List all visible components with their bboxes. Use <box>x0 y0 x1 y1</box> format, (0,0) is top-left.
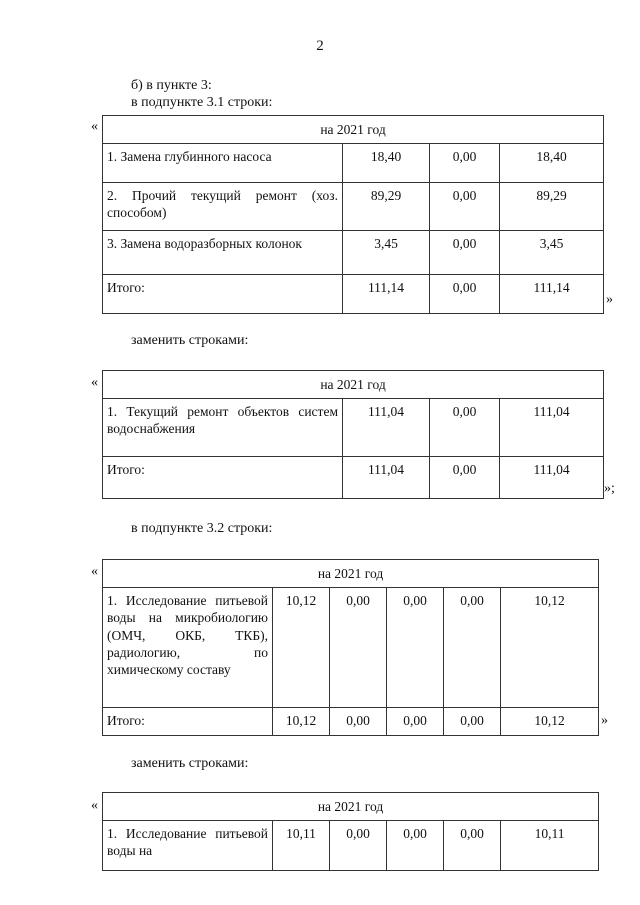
row-value: 111,04 <box>500 457 604 499</box>
row-value: 111,04 <box>500 399 604 457</box>
close-quote-semicolon: »; <box>604 481 615 496</box>
table-header: на 2021 год <box>103 560 599 588</box>
row-name: Итого: <box>103 708 273 736</box>
open-quote: « <box>91 375 98 390</box>
replace-label: заменить строками: <box>131 756 249 771</box>
row-value: 10,11 <box>273 821 330 871</box>
table-row <box>103 399 604 457</box>
row-value: 10,12 <box>273 708 330 736</box>
row-value: 89,29 <box>343 183 430 231</box>
intro-line-2: в подпункте 3.1 строки: <box>131 95 273 110</box>
row-name: 1. Текущий ремонт объектов систем водоснабжения <box>103 399 343 457</box>
row-value: 10,11 <box>501 821 599 871</box>
row-value: 0,00 <box>430 144 500 183</box>
table-row-total <box>103 708 599 736</box>
row-value: 18,40 <box>500 144 604 183</box>
row-value: 0,00 <box>430 399 500 457</box>
table-row <box>103 144 604 183</box>
row-value: 10,12 <box>501 708 599 736</box>
row-value: 10,12 <box>501 588 599 708</box>
table-header: на 2021 год <box>103 371 604 399</box>
row-value: 18,40 <box>343 144 430 183</box>
row-value: 10,12 <box>273 588 330 708</box>
table-replacement-3-2 <box>102 792 599 871</box>
row-name: 1. Исследование питьевой воды на <box>103 821 273 871</box>
table-original-3-1 <box>102 115 604 314</box>
row-value: 0,00 <box>444 821 501 871</box>
table-row <box>103 231 604 275</box>
row-name: Итого: <box>103 457 343 499</box>
open-quote: « <box>91 564 98 579</box>
row-value: 111,14 <box>343 275 430 314</box>
table-row-total <box>103 457 604 499</box>
row-value: 0,00 <box>330 588 387 708</box>
row-value: 3,45 <box>343 231 430 275</box>
subpoint-3-2-label: в подпункте 3.2 строки: <box>131 521 273 536</box>
row-value: 0,00 <box>444 708 501 736</box>
row-value: 0,00 <box>387 708 444 736</box>
intro-line-1: б) в пункте 3: <box>131 78 212 93</box>
row-name: 3. Замена водоразборных колонок <box>103 231 343 275</box>
row-value: 111,04 <box>343 457 430 499</box>
row-value: 111,14 <box>500 275 604 314</box>
row-value: 111,04 <box>343 399 430 457</box>
row-value: 3,45 <box>500 231 604 275</box>
open-quote: « <box>91 119 98 134</box>
row-value: 0,00 <box>430 183 500 231</box>
close-quote: » <box>606 292 613 307</box>
open-quote: « <box>91 798 98 813</box>
row-name: 1. Исследование питьевой воды на микробиологию (ОМЧ, ОКБ, ТКБ), радиологию, по химическому составу <box>103 588 273 708</box>
row-value: 0,00 <box>387 821 444 871</box>
table-replacement-3-1 <box>102 370 604 499</box>
row-value: 89,29 <box>500 183 604 231</box>
row-name: 2. Прочий текущий ремонт (хоз. способом) <box>103 183 343 231</box>
close-quote: » <box>601 713 608 728</box>
table-row-total <box>103 275 604 314</box>
row-value: 0,00 <box>444 588 501 708</box>
row-value: 0,00 <box>330 821 387 871</box>
table-row <box>103 588 599 708</box>
row-name: Итого: <box>103 275 343 314</box>
table-row <box>103 821 599 871</box>
table-header: на 2021 год <box>103 793 599 821</box>
row-value: 0,00 <box>430 275 500 314</box>
page-number: 2 <box>316 38 324 54</box>
row-value: 0,00 <box>430 231 500 275</box>
replace-label: заменить строками: <box>131 333 249 348</box>
row-value: 0,00 <box>430 457 500 499</box>
row-value: 0,00 <box>330 708 387 736</box>
row-value: 0,00 <box>387 588 444 708</box>
table-row <box>103 183 604 231</box>
table-original-3-2 <box>102 559 599 736</box>
row-name: 1. Замена глубинного насоса <box>103 144 343 183</box>
table-header: на 2021 год <box>103 116 604 144</box>
